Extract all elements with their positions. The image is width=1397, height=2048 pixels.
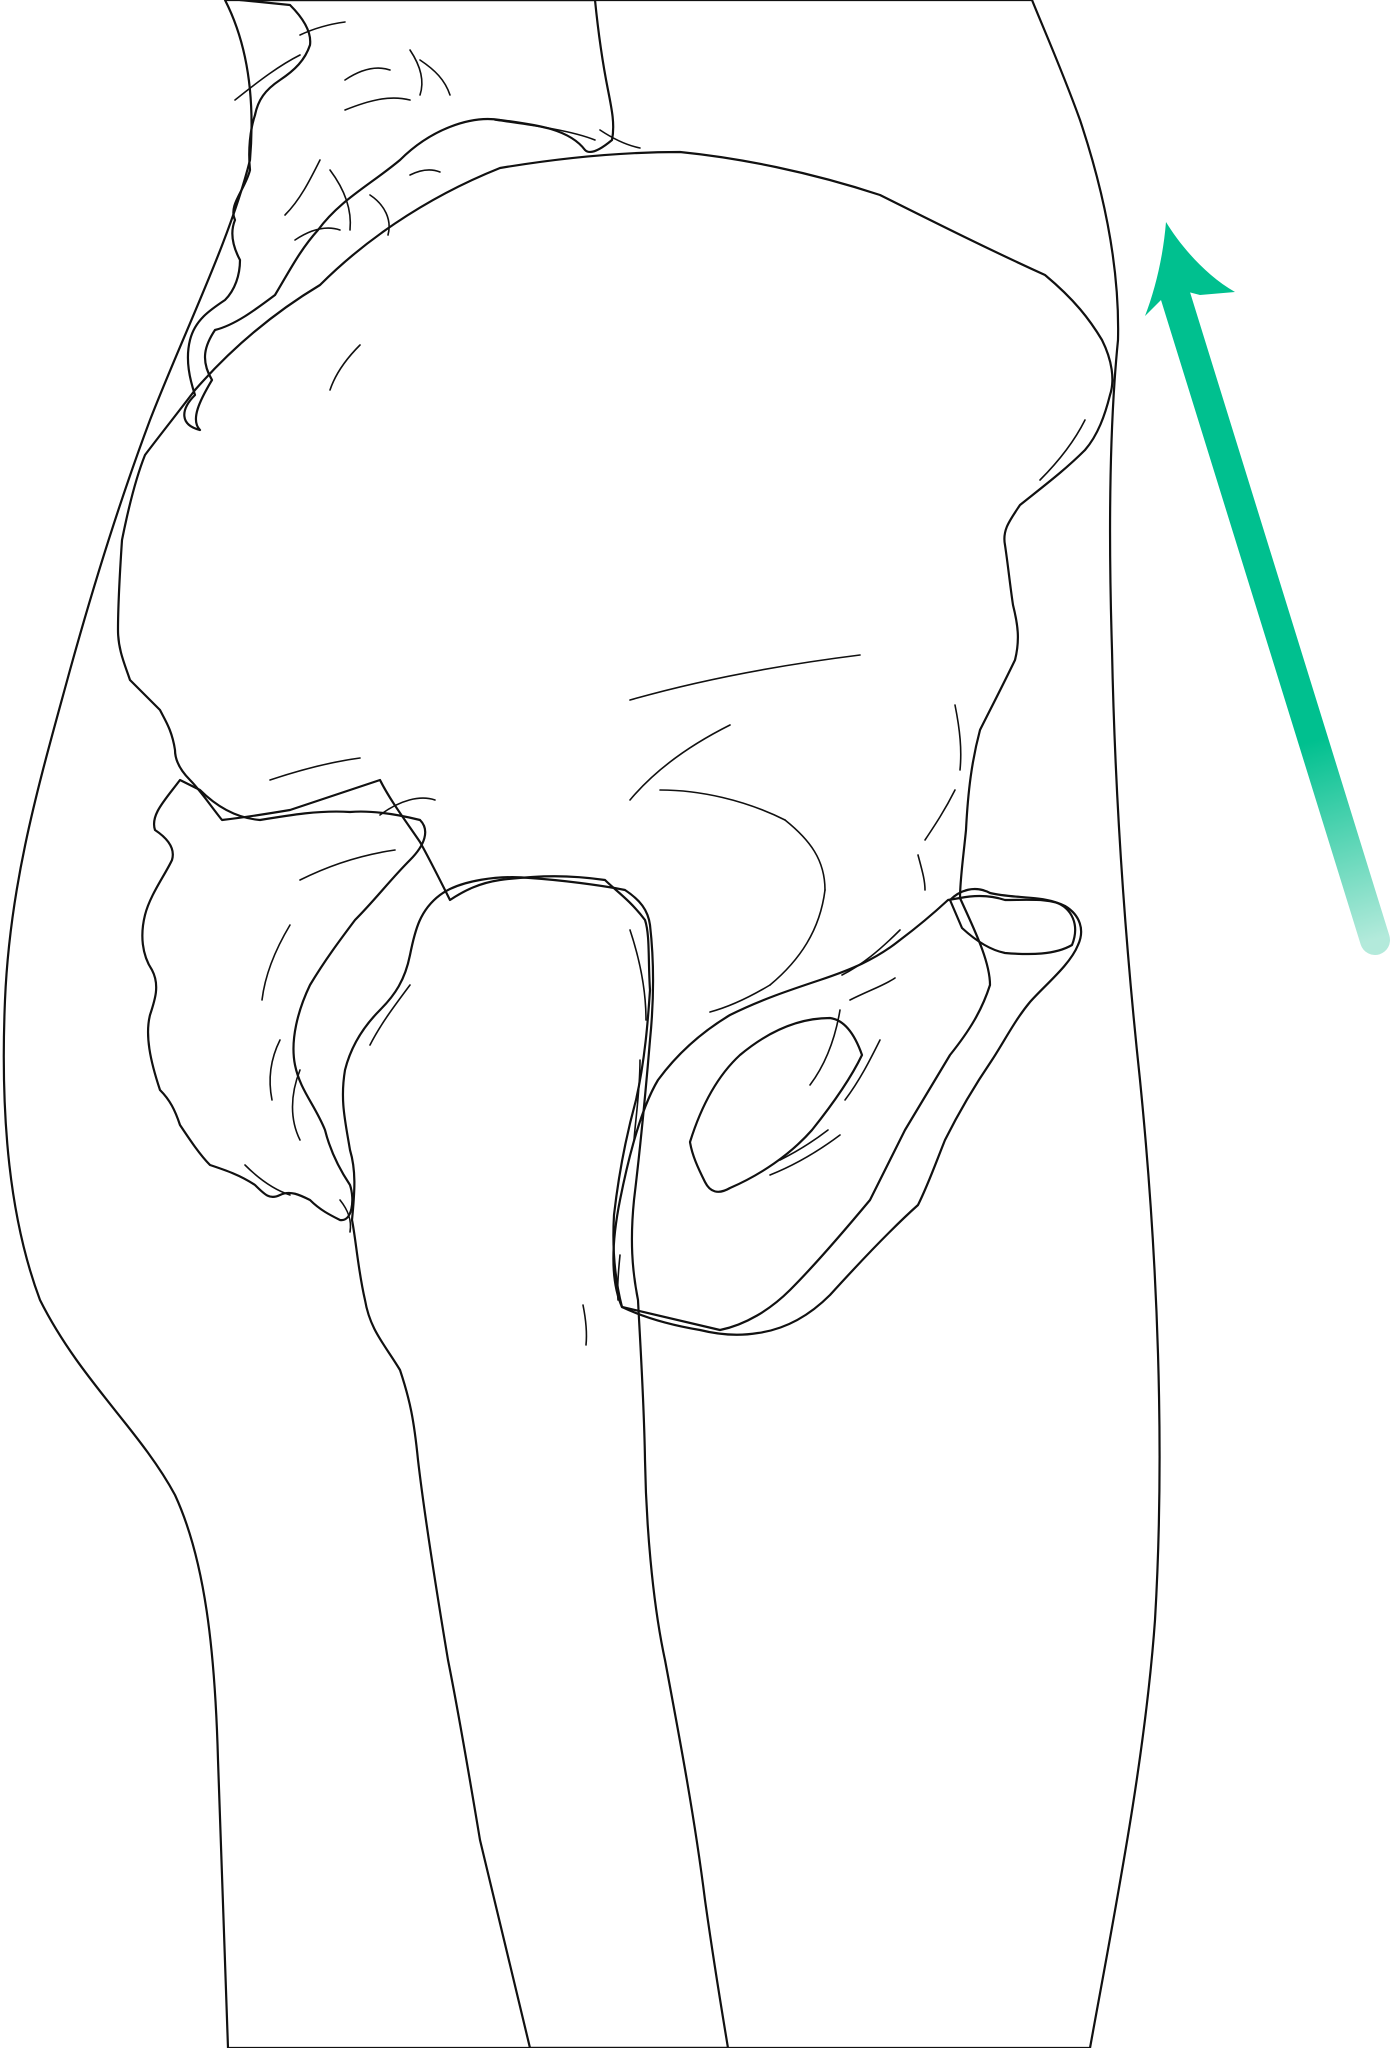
femur	[343, 877, 728, 2048]
sacrum-lateral	[142, 780, 425, 1220]
body-silhouette	[4, 0, 1160, 2048]
arrow-shaft	[1173, 288, 1375, 940]
obturator-foramen	[690, 1018, 862, 1192]
bone-detail-lines	[235, 22, 1085, 1345]
lumbar-spine	[184, 0, 613, 430]
upward-arrow	[1145, 222, 1375, 940]
ischial-spine	[950, 889, 1075, 954]
hip-bone	[118, 152, 1112, 1335]
pubic-ramus	[614, 898, 991, 1330]
